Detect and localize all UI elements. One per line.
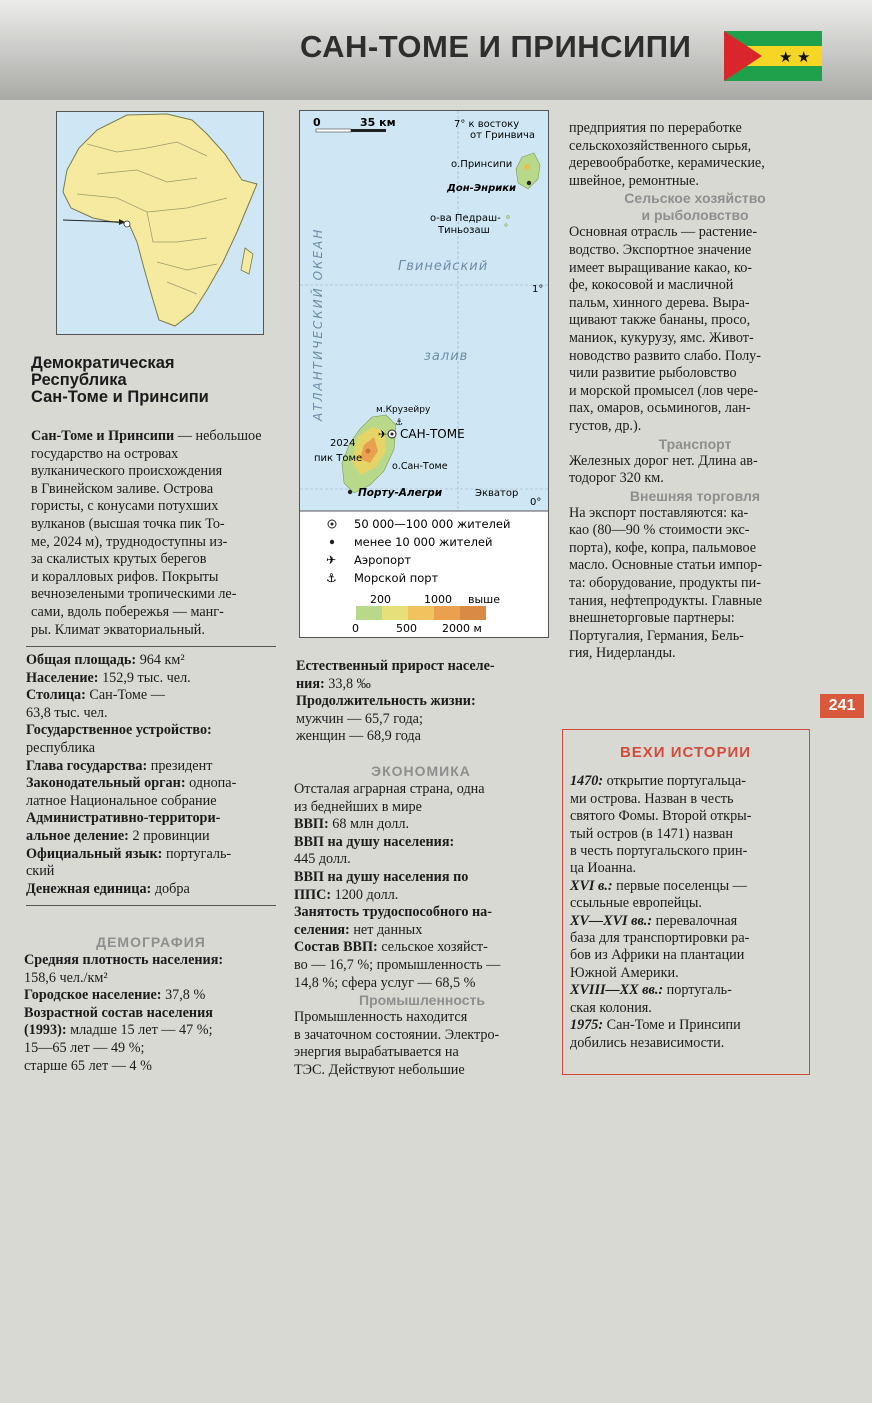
legend-elev-above: выше	[468, 593, 501, 606]
intro-line: ме, 2024 м), труднодоступны из-	[31, 533, 228, 550]
agriculture-line: новодство развито слабо. Полу-	[569, 347, 762, 364]
history-line: в честь португальского прин-	[570, 843, 748, 860]
growth-label: Естественный прирост населе-	[296, 658, 495, 674]
legend-airport-icon: ✈	[326, 553, 337, 567]
history-line: португаль-	[666, 982, 732, 999]
transport-line: Железных дорог нет. Длина ав-	[569, 452, 758, 469]
age-value-1: младше 15 лет — 47 %;	[70, 1022, 213, 1039]
country-name-line-2: Республика	[31, 371, 127, 389]
capital-value: Сан-Томе —	[89, 687, 165, 704]
trade-line: тания, нефтепродукты. Главные	[569, 592, 763, 609]
urban-label: Городское население:	[24, 987, 162, 1004]
africa-locator-map	[56, 111, 264, 335]
gdp-per-capita-value: 445 долл.	[294, 851, 351, 868]
legislature-value-2: латное Национальное собрание	[26, 792, 217, 809]
map-gulf-label-2: залив	[424, 349, 469, 364]
history-line: Южной Америки.	[570, 964, 679, 981]
language-value: португаль-	[165, 845, 232, 862]
gdp-structure-label: Состав ВВП:	[294, 939, 378, 956]
industry-line: энергия вырабатывается на	[294, 1044, 459, 1061]
legend-port-icon: ⚓	[326, 571, 337, 585]
government-value: республика	[26, 739, 96, 756]
agriculture-heading-2: и рыболовство	[641, 207, 749, 224]
industry-line: швейное, ремонтные.	[569, 172, 699, 189]
facts-block	[26, 652, 281, 898]
trade-line: Португалия, Германия, Бель-	[569, 627, 744, 644]
density-value: 158,6 чел./км²	[24, 969, 108, 986]
intro-text: Сан-Томе и Принсипи — небольшое государство на островах вулканического происхождения в Гвинейском заливе. Острова гористы, с конусами потухших вулканов (высшая точка пик То- ме, 2024 м), труднодоступны из- за скалистых крутых берегов и коралловых рифов. Покрыты вечнозелеными тропическими ле- сами, вдоль побережья — манг- ры. Климат экваториальный.	[31, 428, 281, 639]
industry-line: ТЭС. Действуют небольшие	[294, 1061, 465, 1078]
capital-label: Столица:	[26, 687, 86, 704]
intro-line: ры. Климат экваториальный.	[31, 621, 205, 638]
trade-line: На экспорт поставляются: ка-	[569, 504, 749, 521]
map-principe-label: о.Принсипи	[451, 159, 513, 170]
economy-block	[294, 781, 550, 1080]
map-ocean-label: АТЛАНТИЧЕСКИЙ ОКЕАН	[311, 227, 325, 421]
currency-value: добра	[154, 880, 190, 897]
legend-elev-200: 200	[370, 593, 391, 606]
demography-block	[24, 952, 279, 1075]
economy-continued	[569, 120, 821, 663]
age-year: (1993):	[24, 1022, 67, 1039]
map-capital-label: САН-ТОМЕ	[400, 427, 465, 441]
history-line: ми острова. Назван в честь	[570, 790, 734, 807]
history-line: тый остров (в 1471) назван	[570, 825, 733, 842]
gdp-structure-1: сельское хозяйст-	[381, 939, 488, 956]
economy-intro-2: из беднейших в мире	[294, 798, 422, 815]
country-name-line-3: Сан-Томе и Принсипи	[31, 388, 209, 406]
legend-city-small: менее 10 000 жителей	[354, 535, 493, 549]
gdp-structure-2: во — 16,7 %; промышленность —	[294, 956, 501, 973]
capital-population: 63,8 тыс. чел.	[26, 704, 108, 721]
map-scale-label: 35 км	[360, 116, 396, 129]
legend-elev-2000: 2000 м	[442, 622, 482, 635]
industry-line: деревообработке, керамические,	[569, 155, 765, 172]
area-value: 964 км²	[139, 652, 185, 668]
agriculture-line: фе, кокосовой и масличной	[569, 277, 734, 294]
population-value: 152,9 тыс. чел.	[102, 669, 191, 686]
demography-heading: ДЕМОГРАФИЯ	[96, 934, 206, 950]
intro-line: вулканов (высшая точка пик То-	[31, 515, 225, 532]
intro-line: вулканического происхождения	[31, 463, 223, 480]
intro-line: за скалистых крутых берегов	[31, 551, 207, 568]
country-map	[299, 110, 549, 638]
map-longitude-1: 7° к востоку	[454, 119, 520, 130]
age-label: Возрастной состав населения	[24, 1004, 213, 1021]
svg-text:★: ★	[779, 48, 793, 66]
history-line: база для транспортировки ра-	[570, 930, 750, 947]
legend-port: Морской порт	[354, 571, 439, 585]
map-port-icon: ⚓	[395, 418, 404, 428]
map-pedras-label-1: о-ва Педраш-	[430, 213, 501, 224]
divider	[26, 905, 276, 906]
flag-icon	[724, 31, 822, 81]
life-expectancy-label: Продолжительность жизни:	[296, 693, 476, 710]
legend-elev-0: 0	[352, 622, 359, 635]
gdp-ppp-value: 1200 долл.	[334, 886, 399, 903]
population-label: Население:	[26, 669, 99, 686]
language-value-2: ский	[26, 863, 55, 880]
growth-label-2: ния:	[296, 675, 325, 692]
head-of-state-value: президент	[150, 757, 213, 774]
industry-line: сельскохозяйственного сырья,	[569, 137, 752, 154]
page-number: 241	[820, 694, 864, 718]
life-expectancy-male: мужчин — 65,7 года;	[296, 710, 423, 727]
map-don-enriki-label: Дон-Энрики	[447, 183, 517, 194]
page-title: САН-ТОМЕ И ПРИНСИПИ	[300, 29, 692, 64]
agriculture-line: пах, омаров, осьминогов, лан-	[569, 400, 751, 417]
country-name-line-1: Демократическая	[31, 354, 175, 372]
map-gulf-label-1: Гвинейский	[398, 259, 489, 274]
industry-heading: Промышленность	[359, 992, 485, 1009]
history-year: 1975:	[570, 1017, 604, 1034]
gdp-ppp-label: ВВП на душу населения по	[294, 868, 469, 885]
trade-line: та: оборудование, продукты пи-	[569, 575, 761, 592]
history-line: первые поселенцы —	[616, 877, 747, 894]
area-label: Общая площадь:	[26, 652, 137, 668]
intro-country-name: Сан-Томе и Принсипи	[31, 428, 175, 444]
map-airport-icon: ✈	[378, 428, 388, 441]
history-line: добились независимости.	[570, 1034, 725, 1051]
density-label: Средняя плотность населения:	[24, 952, 224, 968]
legend-airport: Аэропорт	[354, 553, 412, 567]
trade-line: као (80—90 % стоимости экс-	[569, 522, 750, 539]
history-line: святого Фомы. Второй откры-	[570, 808, 752, 825]
trade-line: порта), кофе, копра, пальмовое	[569, 539, 757, 556]
age-value-3: старше 65 лет — 4 %	[24, 1057, 152, 1074]
intro-line: гористы, с конусами потухших	[31, 498, 219, 515]
intro-line: сами, вдоль побережья — манг-	[31, 603, 224, 620]
agriculture-line: и морской промысел (лов чере-	[569, 382, 759, 399]
trade-line: внешнеторговые партнеры:	[569, 610, 735, 627]
intro-line: небольшое государство на островах	[31, 428, 262, 462]
history-line: ская колония.	[570, 999, 652, 1016]
map-pedras-label-2: Тиньозаш	[438, 225, 490, 236]
trade-heading: Внешняя торговля	[629, 487, 761, 504]
history-line: бов из Африки на плантации	[570, 947, 745, 964]
history-line: ца Иоанна.	[570, 860, 637, 877]
admin-division-label: Административно-территори-	[26, 810, 221, 827]
age-value-2: 15—65 лет — 49 %;	[24, 1039, 145, 1056]
svg-text:★: ★	[797, 48, 811, 66]
employment-value: нет данных	[353, 921, 423, 938]
industry-line: Промышленность находится	[294, 1009, 468, 1026]
map-latitude-0: 0°	[530, 497, 542, 508]
history-year: 1470:	[570, 773, 604, 790]
gdp-value: 68 млн долл.	[332, 816, 409, 833]
employment-label-2: селения:	[294, 921, 350, 938]
gdp-per-capita-label: ВВП на душу населения:	[294, 833, 455, 850]
agriculture-line: чили развитие рыболовство	[569, 365, 737, 382]
admin-division-label-2: альное деление:	[26, 827, 129, 844]
agriculture-line: Основная отрасль — растение-	[569, 224, 758, 241]
map-latitude-1: 1°	[532, 284, 544, 295]
divider	[26, 646, 276, 647]
admin-division-value: 2 провинции	[132, 827, 210, 844]
growth-value: 33,8 ‰	[328, 675, 371, 692]
legislature-label: Законодательный орган:	[26, 775, 186, 792]
legend-elev-500: 500	[396, 622, 417, 635]
intro-line: и коралловых рифов. Покрыты	[31, 568, 219, 585]
economy-intro: Отсталая аграрная страна, одна	[294, 781, 485, 797]
map-peak-height: 2024	[330, 438, 356, 449]
gdp-ppp-label-2: ППС:	[294, 886, 332, 903]
legend-city-big: 50 000—100 000 жителей	[354, 517, 511, 531]
agriculture-line: водство. Экспортное значение	[569, 241, 752, 258]
history-heading: ВЕХИ ИСТОРИИ	[619, 744, 752, 761]
trade-line: масло. Основные статьи импор-	[569, 557, 763, 574]
agriculture-line: имеет выращивание какао, ко-	[569, 259, 753, 276]
intro-line: вечнозелеными тропическими ле-	[31, 586, 237, 603]
intro-line: в Гвинейском заливе. Острова	[31, 480, 214, 497]
map-peak-label: пик Томе	[314, 453, 363, 464]
life-expectancy-female: женщин — 68,9 года	[296, 728, 421, 745]
history-line: Сан-Томе и Принсипи	[606, 1017, 741, 1034]
agriculture-heading: Сельское хозяйство	[624, 190, 766, 207]
map-porto-alegre-label: Порту-Алегри	[358, 487, 443, 499]
agriculture-line: маниок, кукурузу, ямс. Живот-	[569, 329, 754, 346]
history-line: ссыльные европейцы.	[570, 895, 702, 912]
map-longitude-2: от Гринвича	[470, 130, 536, 141]
agriculture-line: густов, др.).	[569, 417, 642, 434]
map-equator-label: Экватор	[475, 488, 519, 499]
legend-elev-1000: 1000	[424, 593, 452, 606]
history-box	[562, 729, 810, 1075]
economy-heading: ЭКОНОМИКА	[371, 763, 471, 779]
trade-line: гия, Нидерланды.	[569, 645, 676, 662]
history-year: XV—XVI вв.:	[570, 912, 653, 929]
history-line: открытие португальца-	[606, 773, 747, 790]
head-of-state-label: Глава государства:	[26, 757, 148, 774]
history-year: XVIII—XX вв.:	[570, 982, 664, 999]
history-year: XVI в.:	[570, 877, 613, 894]
map-cruzeiro-label: м.Крузейру	[376, 405, 431, 415]
urban-value: 37,8 %	[165, 987, 206, 1004]
language-label: Официальный язык:	[26, 845, 163, 862]
map-island-label: о.Сан-Томе	[392, 461, 448, 472]
currency-label: Денежная единица:	[26, 880, 152, 897]
employment-label: Занятость трудоспособного на-	[294, 904, 492, 921]
history-line: перевалочная	[655, 912, 738, 929]
agriculture-line: щивают также бананы, просо,	[569, 312, 751, 329]
government-label: Государственное устройство:	[26, 722, 212, 739]
legislature-value: однопа-	[189, 775, 237, 792]
agriculture-line: пальм, хинного дерева. Выра-	[569, 294, 750, 311]
map-scale-zero: 0	[313, 116, 321, 129]
transport-heading: Транспорт	[658, 435, 732, 452]
industry-line: в зачаточном состоянии. Электро-	[294, 1026, 500, 1043]
gdp-structure-3: 14,8 %; сфера услуг — 68,5 %	[294, 974, 476, 991]
gdp-label: ВВП:	[294, 816, 329, 833]
population-growth-block	[296, 658, 550, 746]
transport-line: тодорог 320 км.	[569, 470, 664, 487]
industry-line: предприятия по переработке	[569, 120, 742, 136]
